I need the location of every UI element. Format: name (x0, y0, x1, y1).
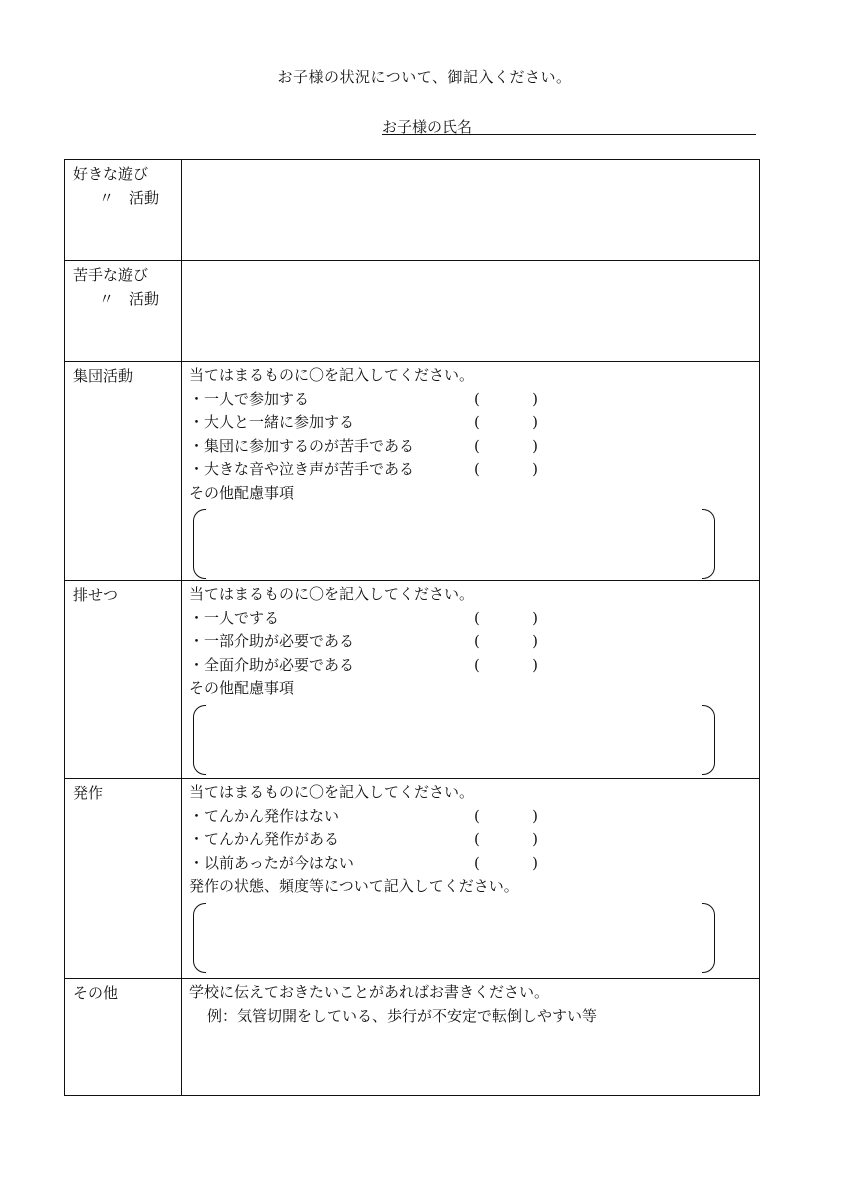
other-example: 例：気管切開をしている、歩行が不安定で転倒しやすい等 (207, 1006, 598, 1025)
group-content (182, 362, 760, 581)
left-bracket (193, 509, 206, 579)
toilet-option-1[interactable] (189, 607, 759, 631)
paren-close: ) (532, 806, 538, 825)
child-name-field[interactable] (382, 116, 756, 135)
option-label: ・一人でする (189, 608, 280, 627)
seizure-instruction: 当てはまるものに〇を記入してください。 (189, 783, 475, 801)
seizure-content (182, 779, 760, 979)
paren-open: ( (474, 632, 480, 650)
paren-open: ( (474, 830, 480, 848)
row-favorite (65, 160, 760, 261)
label-group (65, 362, 182, 581)
seizure-other-input[interactable] (189, 903, 759, 973)
child-name-label: お子様の氏名 (382, 118, 473, 136)
group-instruction: 当てはまるものに〇を記入してください。 (189, 366, 475, 384)
row-group (65, 362, 760, 581)
seizure-option-3[interactable] (189, 852, 759, 876)
questionnaire-table (64, 159, 760, 1096)
row-other (65, 979, 760, 1096)
label-other (65, 979, 182, 1096)
paren-close: ) (532, 460, 538, 478)
paren-close: ) (532, 853, 538, 872)
toilet-option-2[interactable] (189, 630, 759, 654)
option-label: ・全面介助が必要である (189, 655, 355, 674)
row-toilet (65, 581, 760, 779)
label-other-text: その他 (73, 984, 119, 1002)
dislike-answer-area[interactable] (182, 261, 760, 362)
paren-close: ) (532, 655, 538, 674)
other-answer-area[interactable] (182, 979, 760, 1096)
group-other-label: その他配慮事項 (189, 483, 295, 502)
option-label: ・大きな音や泣き声が苦手である (189, 460, 415, 478)
paren-open: ( (474, 806, 480, 825)
right-bracket (702, 705, 715, 775)
label-seizure (65, 779, 182, 979)
seizure-option-2[interactable] (189, 828, 759, 852)
option-label: ・一人で参加する (189, 389, 310, 408)
group-option-4[interactable] (189, 458, 759, 482)
toilet-instruction: 当てはまるものに〇を記入してください。 (189, 585, 475, 603)
toilet-option-3[interactable] (189, 654, 759, 678)
group-other-input[interactable] (189, 509, 759, 579)
option-label: ・てんかん発作はない (189, 806, 340, 825)
paren-open: ( (474, 413, 480, 431)
label-toilet-text: 排せつ (73, 586, 119, 604)
other-instruction: 学校に伝えておきたいことがあればお書きください。 (189, 983, 550, 1001)
label-toilet (65, 581, 182, 779)
option-label: ・大人と一緒に参加する (189, 413, 355, 431)
label-dislike (65, 261, 182, 362)
group-option-1[interactable] (189, 388, 759, 412)
label-dislike-activity: 〃 活動 (99, 290, 160, 308)
label-dislike-play: 苦手な遊び (73, 266, 149, 284)
paren-close: ) (532, 830, 538, 848)
left-bracket (193, 903, 206, 973)
toilet-content (182, 581, 760, 779)
row-dislike (65, 261, 760, 362)
toilet-other-input[interactable] (189, 705, 759, 775)
paren-close: ) (532, 632, 538, 650)
group-option-2[interactable] (189, 411, 759, 435)
paren-close: ) (532, 389, 538, 408)
right-bracket (702, 903, 715, 973)
paren-close: ) (532, 436, 538, 455)
group-option-3[interactable] (189, 435, 759, 459)
left-bracket (193, 705, 206, 775)
page-title: お子様の状況について、御記入ください。 (277, 68, 572, 86)
option-label: ・以前あったが今はない (189, 853, 354, 872)
seizure-other-label: 発作の状態、頻度等について記入してください。 (189, 877, 519, 895)
paren-close: ) (532, 413, 538, 431)
label-favorite (65, 160, 182, 261)
label-favorite-play: 好きな遊び (73, 165, 149, 183)
paren-open: ( (474, 389, 480, 408)
seizure-option-1[interactable] (189, 805, 759, 829)
row-seizure (65, 779, 760, 979)
label-favorite-activity: 〃 活動 (99, 189, 160, 207)
paren-open: ( (474, 460, 480, 478)
toilet-other-label: その他配慮事項 (189, 679, 295, 697)
right-bracket (702, 509, 715, 579)
paren-open: ( (474, 608, 480, 627)
paren-open: ( (474, 853, 480, 872)
paren-open: ( (474, 655, 480, 674)
paren-open: ( (474, 436, 480, 455)
favorite-answer-area[interactable] (182, 160, 760, 261)
label-seizure-text: 発作 (73, 784, 104, 802)
option-label: ・集団に参加するのが苦手である (189, 436, 415, 455)
paren-close: ) (532, 608, 538, 627)
option-label: ・一部介助が必要である (189, 632, 355, 650)
option-label: ・てんかん発作がある (189, 830, 340, 848)
label-group-text: 集団活動 (73, 367, 134, 385)
